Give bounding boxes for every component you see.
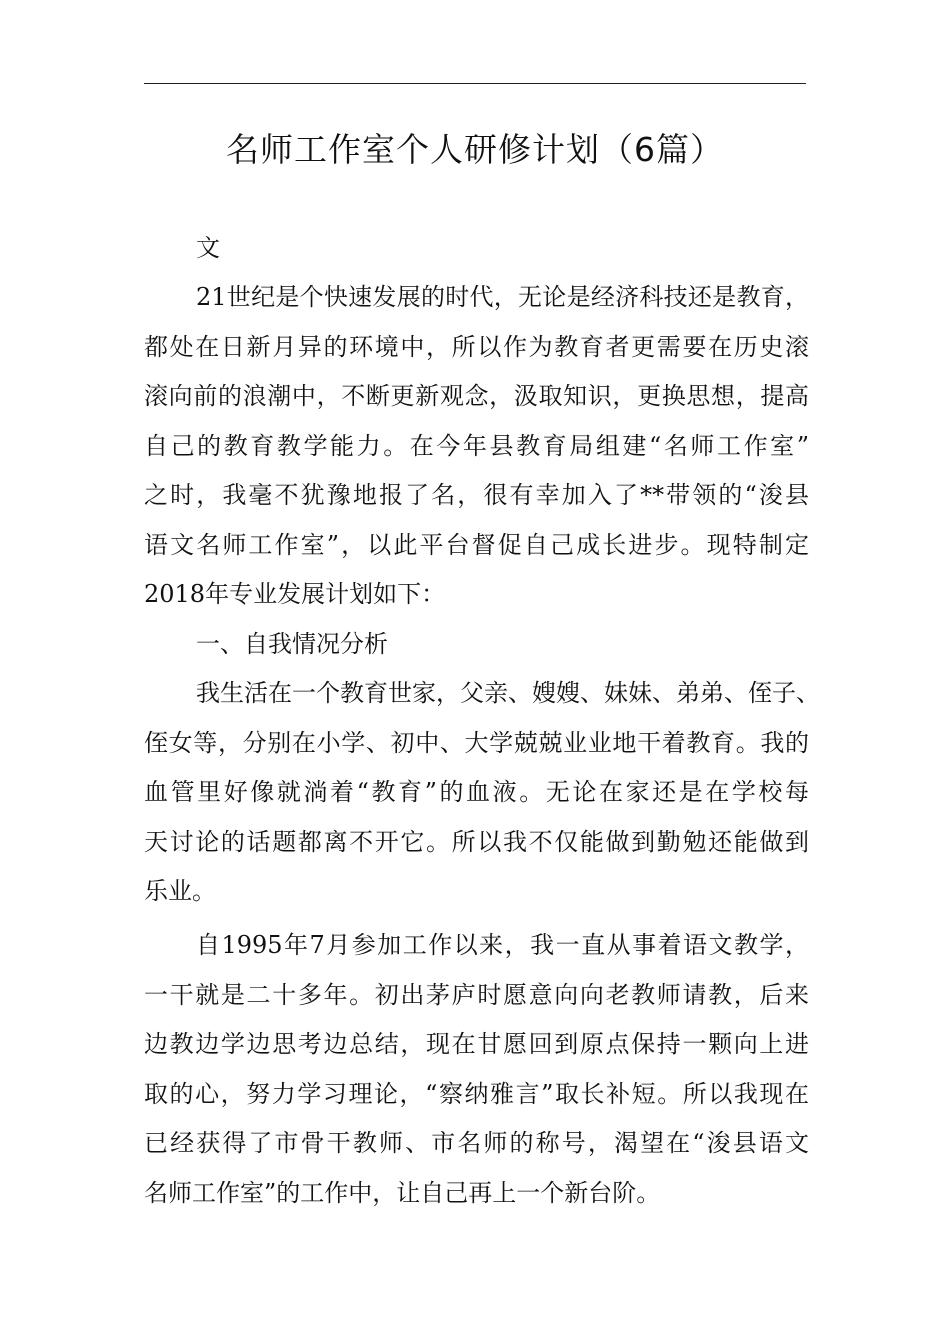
text-line: 血管里好像就淌着“教育”的血液。无论在家还是在学校每 bbox=[144, 778, 809, 806]
text-line: 名师工作室”的工作中，让自己再上一个新台阶。 bbox=[144, 1179, 661, 1207]
text-line: 滚向前的浪潮中，不断更新观念，汲取知识，更换思想，提高 bbox=[144, 382, 809, 410]
text-line: 边教边学边思考边总结，现在甘愿回到原点保持一颗向上进 bbox=[144, 1030, 809, 1058]
text-line: 我生活在一个教育世家，父亲、嫂嫂、妹妹、弟弟、侄子、 bbox=[196, 679, 820, 707]
text-line: 自1995年7月参加工作以来，我一直从事着语文教学， bbox=[196, 931, 809, 959]
text-line: 之时，我毫不犹豫地报了名，很有幸加入了**带领的“浚县 bbox=[144, 481, 809, 509]
text-line: 乐业。 bbox=[144, 877, 216, 905]
text-line: 天讨论的话题都离不开它。所以我不仅能做到勤勉还能做到 bbox=[144, 828, 809, 856]
section-heading: 一、自我情况分析 bbox=[196, 630, 388, 658]
text-line: 语文名师工作室”，以此平台督促自己成长进步。现特制定 bbox=[144, 531, 809, 559]
page-title: 名师工作室个人研修计划（6篇） bbox=[226, 130, 724, 169]
text-line: 一干就是二十多年。初出茅庐时愿意向向老教师请教，后来 bbox=[144, 981, 809, 1009]
text-line: 已经获得了市骨干教师、市名师的称号，渴望在“浚县语文 bbox=[144, 1129, 809, 1157]
text-line: 21世纪是个快速发展的时代，无论是经济科技还是教育， bbox=[196, 283, 809, 311]
text-line: 文 bbox=[196, 234, 220, 262]
text-line: 侄女等，分别在小学、初中、大学兢兢业业地干着教育。我的 bbox=[144, 729, 809, 757]
text-line: 2018年专业发展计划如下： bbox=[144, 580, 446, 608]
text-line: 取的心，努力学习理论，“察纳雅言”取长补短。所以我现在 bbox=[144, 1080, 809, 1108]
text-line: 都处在日新月异的环境中，所以作为教育者更需要在历史滚 bbox=[144, 333, 809, 361]
text-line: 自己的教育教学能力。在今年县教育局组建“名师工作室” bbox=[144, 432, 809, 460]
top-rule bbox=[144, 83, 806, 84]
